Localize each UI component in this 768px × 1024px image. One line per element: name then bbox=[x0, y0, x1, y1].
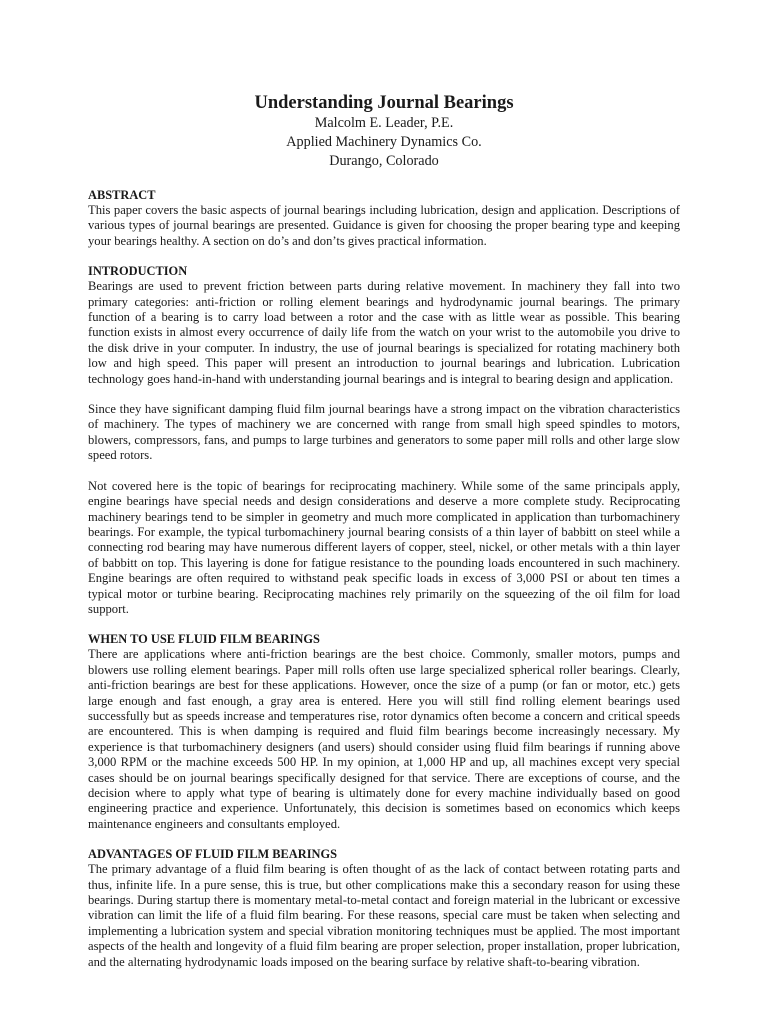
author-name: Malcolm E. Leader, P.E. bbox=[314, 115, 454, 131]
introduction-paragraph: Not covered here is the topic of bearings for reciprocating machinery. While some of the same principals apply, engine bearings have special needs and design considerations and deserve a more complete study. Reciprocating machinery bearings tend to be simpler in geometry and much more complicated in application than turbomachinery bearings. For example, the typical turbomachinery journal bearing consists of a thin layer of babbitt on steel while a connecting rod bearing may have numerous different layers of copper, steel, nickel, or other metals with a thin layer of babbitt on top. This layering is done for fatigue resistance to the pounding loads encountered in such machinery. Engine bearings are often required to withstand peak specific loads in excess of 3,000 PSI or about ten times a typical motor or turbine bearing. Reciprocating machines rely primarily on the squeezing of the oil film for load support. bbox=[88, 478, 680, 616]
introduction-section bbox=[88, 264, 680, 617]
abstract-paragraph: This paper covers the basic aspects of journal bearings including lubrication, design and application. Descriptions of various types of journal bearings are presented. Guidance is given for choosing the proper bearing type and keeping your bearings healthy. A section on do’s and don’ts gives practical information. bbox=[88, 203, 680, 248]
section-heading-introduction: INTRODUCTION bbox=[88, 264, 188, 279]
introduction-paragraph: Bearings are used to prevent friction between parts during relative movement. In machinery they fall into two primary categories: anti-friction or rolling element bearings and hydrodynamic journal bearings. The primary function of a bearing is to carry load between a rotor and the case with as little wear as possible. This bearing function exists in almost every occurrence of daily life from the watch on your wrist to the automobile you drive to the disk drive in your computer. In industry, the use of journal bearings is specialized for rotating machinery both low and high speed. This paper will present an introduction to journal bearings and lubrication. Lubrication technology goes hand-in-hand with understanding journal bearings and is integral to bearing design and application. bbox=[88, 279, 680, 386]
section-heading-advantages: ADVANTAGES OF FLUID FILM BEARINGS bbox=[88, 847, 337, 862]
abstract-section bbox=[88, 188, 680, 249]
when-to-use-section bbox=[88, 632, 680, 832]
section-heading-when-to-use: WHEN TO USE FLUID FILM BEARINGS bbox=[88, 632, 320, 647]
advantages-paragraph: The primary advantage of a fluid film bearing is often thought of as the lack of contact between rotating parts and thus, infinite life. In a pure sense, this is true, but other complications make this a secondary reason for using these bearings. During startup there is momentary metal-to-metal contact and foreign material in the lubricant or excessive vibration can limit the life of a fluid film bearing. For these reasons, special care must be taken when selecting and implementing a lubrication system and special vibration monitoring techniques must be applied. The most important aspects of the health and longevity of a fluid film bearing are proper selection, proper installation, proper lubrication, and the alternating hydrodynamic loads imposed on the bearing surface by relative shaft-to-bearing vibration. bbox=[88, 862, 680, 969]
section-heading-abstract: ABSTRACT bbox=[88, 188, 156, 202]
when-to-use-paragraph: There are applications where anti-friction bearings are the best choice. Commonly, smaller motors, pumps and blowers use rolling element bearings. Paper mill rolls often use large specialized spherical roller bearings. Clearly, anti-friction bearings are best for these applications. However, once the size of a pump (or fan or motor, etc.) gets large enough and fast enough, a gray area is entered. Here you will still find rolling element bearings used successfully but as speeds increase and temperatures rise, rotor dynamics often become a concern and critical speeds are encountered. This is when damping is required and fluid film bearings become increasingly necessary. My experience is that turbomachinery designers (and users) should consider using fluid film bearings if running above 3,000 RPM or the machine exceeds 500 HP. In my opinion, at 1,000 HP and up, all machines except very special cases should be on journal bearings specifically designed for that service. There are exceptions of course, and the decision where to apply what type of bearing is ultimately done for every machine individually based on good engineering practice and experience. Unfortunately, this decision is sometimes based on economics which keeps maintenance engineers and consultants employed. bbox=[88, 647, 680, 831]
paper-title: Understanding Journal Bearings bbox=[254, 93, 514, 113]
paper-body bbox=[88, 92, 680, 970]
author-company: Applied Machinery Dynamics Co. bbox=[286, 134, 482, 150]
advantages-section bbox=[88, 847, 680, 970]
author-location: Durango, Colorado bbox=[329, 153, 439, 169]
introduction-paragraph: Since they have significant damping fluid film journal bearings have a strong impact on the vibration characteristics of machinery. The types of machinery we are concerned with range from small high speed spindles to motors, blowers, compressors, fans, and pumps to large turbines and generators to some paper mill rolls and other large slow speed rotors. bbox=[88, 402, 680, 463]
